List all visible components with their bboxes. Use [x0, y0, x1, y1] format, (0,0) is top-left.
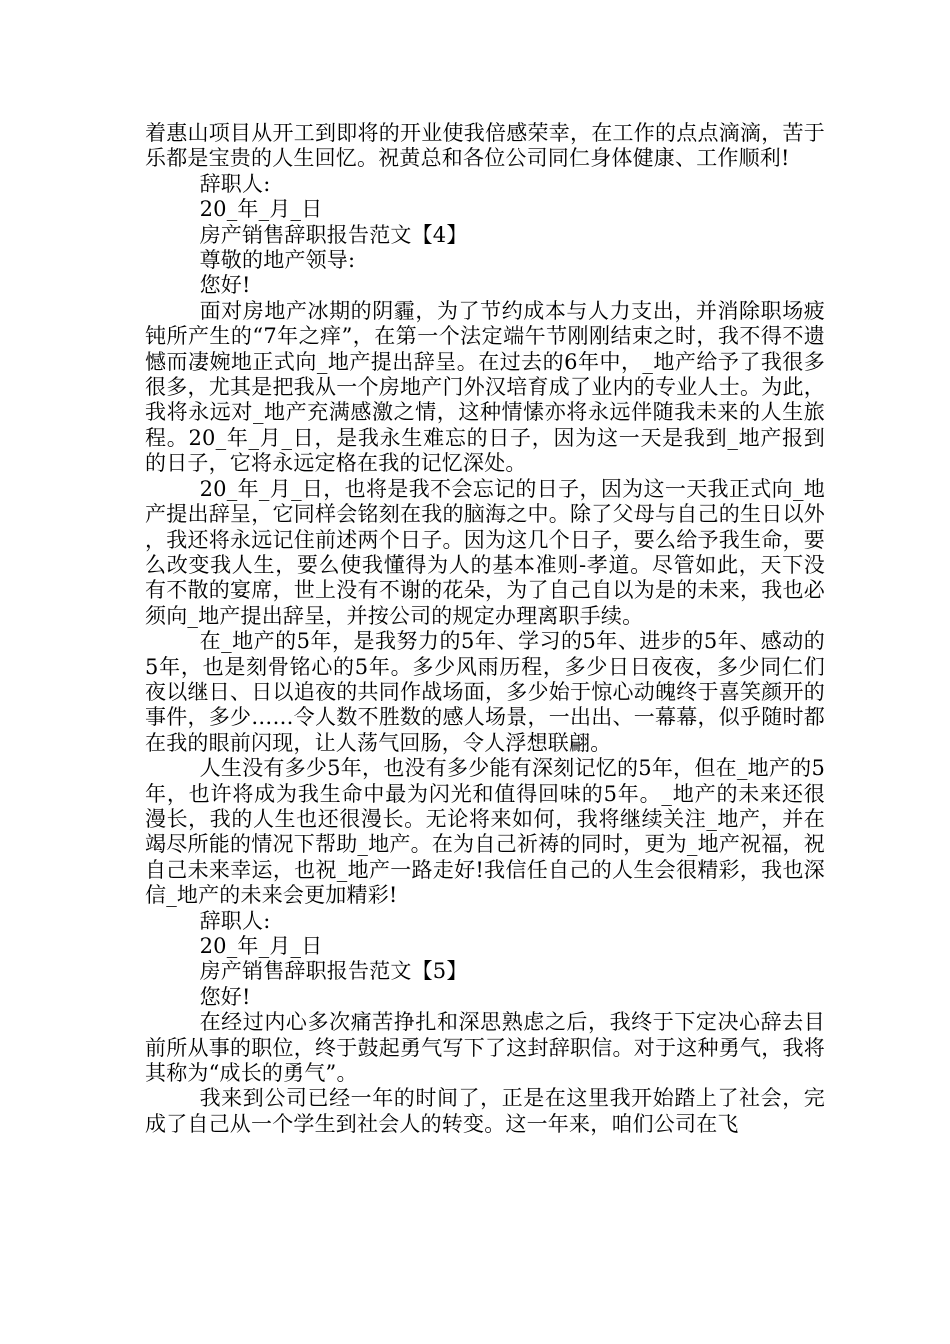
body-paragraph: 在_地产的5年，是我努力的5年、学习的5年、进步的5年、感动的5年，也是刻骨铭心的5年。多少风雨历程，多少日日夜夜，多少同仁们夜以继日、日以追夜的共同作战场面，多少始于惊心动魄终于喜笑颜开的事件，多少……令人数不胜数的感人场景，一出出、一幕幕，似乎随时都在我的眼前闪现，让人荡气回肠，令人浮想联翩。: [145, 629, 825, 755]
date-line: 20_年_月_日: [199, 197, 323, 222]
body-paragraph: 面对房地产冰期的阴霾，为了节约成本与人力支出，并消除职场疲钝所产生的“7年之痒”，在第一个法定端午节刚刚结束之时，我不得不遗憾而凄婉地正式向_地产提出辞呈。在过去的6年中，_地产给予了我很多很多，尤其是把我从一个房地产门外汉培育成了业内的专业人士。为此，我将永远对_地产充满感激之情，这种情愫亦将永远伴随我未来的人生旅程。20_年_月_日，是我永生难忘的日子，因为这一天是我到_地产报到的日子，它将永远定格在我的记忆深处。: [145, 298, 825, 476]
section-heading-4: 房产销售辞职报告范文【4】: [199, 222, 468, 247]
greeting: 您好!: [199, 984, 251, 1009]
body-paragraph: 在经过内心多次痛苦挣扎和深思熟虑之后，我终于下定决心辞去目前所从事的职位，终于鼓起勇气写下了这封辞职信。对于这种勇气，我将其称为“成长的勇气”。: [145, 1010, 825, 1086]
salutation: 尊敬的地产领导:: [199, 248, 356, 273]
body-paragraph-continued: 着惠山项目从开工到即将的开业使我倍感荣幸，在工作的点点滴滴，苦于乐都是宝贵的人生回忆。祝黄总和各位公司同仁身体健康、工作顺利!: [145, 121, 825, 171]
body-paragraph: 人生没有多少5年，也没有多少能有深刻记忆的5年，但在_地产的5年，也许将成为我生命中最为闪光和值得回味的5年。_地产的未来还很漫长，我的人生也还很漫长。无论将来如何，我将继续关注_地产，并在竭尽所能的情况下帮助_地产。在为自己祈祷的同时，更为_地产祝福，祝自己未来幸运，也祝_地产一路走好!我信任自己的人生会很精彩，我也深信_地产的未来会更加精彩!: [145, 756, 825, 908]
section-heading-5: 房产销售辞职报告范文【5】: [199, 959, 468, 984]
body-paragraph: 20_年_月_日，也将是我不会忘记的日子，因为这一天我正式向_地产提出辞呈，它同样会铭刻在我的脑海之中。除了父母与自己的生日以外，我还将永远记住前述两个日子。因为这几个日子，要么给予我生命，要么改变我人生，要么使我懂得为人的基本准则-孝道。尽管如此，天下没有不散的宴席，世上没有不谢的花朵，为了自己自以为是的未来，我也必须向_地产提出辞呈，并按公司的规定办理离职手续。: [145, 476, 825, 628]
body-paragraph: 我来到公司已经一年的时间了，正是在这里我开始踏上了社会，完成了自己从一个学生到社会人的转变。这一年来，咱们公司在飞: [145, 1086, 825, 1136]
greeting: 您好!: [199, 273, 251, 298]
document-body: [145, 121, 825, 1137]
resigner-label: 辞职人:: [199, 908, 271, 933]
resigner-label: 辞职人:: [199, 171, 271, 196]
date-line: 20_年_月_日: [199, 934, 323, 958]
